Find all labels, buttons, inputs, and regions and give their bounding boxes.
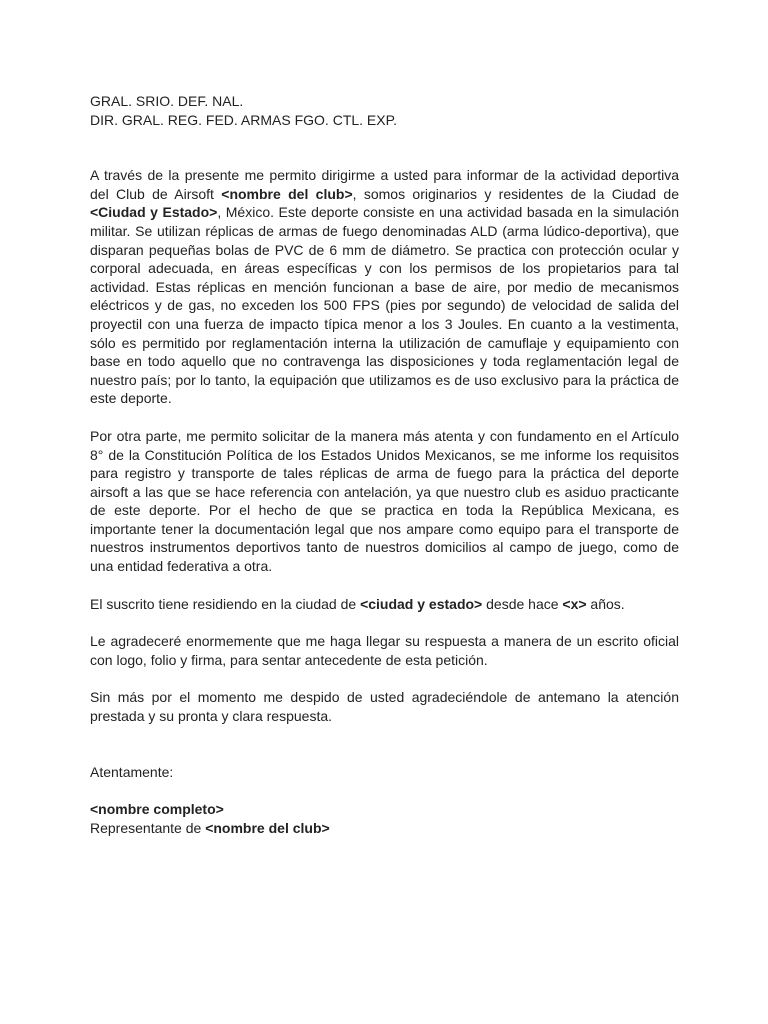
paragraph-request: Por otra parte, me permito solicitar de la manera más atenta y con fundamento en el Artículo 8° de la Constitución Política de los Estados Unidos Mexicanos, se me informe los requisitos para registro y transporte de tales réplicas de arma de fuego para la práctica del deporte airsoft a las que se hace referencia con antelación, ya que nuestro club es asiduo practicante de este deporte. Por el hecho de que se practica en toda la República Mexicana, es importante tener la documentación legal que nos ampare como equipo para el transporte de nuestros instrumentos deportivos tanto de nuestros domicilios al campo de juego, como de una entidad federativa a otra. <box>90 427 679 575</box>
city-state-placeholder: <Ciudad y Estado> <box>90 204 218 221</box>
paragraph-3-text-a: El suscrito tiene residiendo en la ciudad de <box>90 595 361 612</box>
signer-role-prefix: Representante de <box>90 819 206 836</box>
signer-club-placeholder: <nombre del club> <box>205 819 330 836</box>
signer-role <box>90 819 679 838</box>
paragraph-residence <box>90 595 679 614</box>
paragraph-farewell: Sin más por el momento me despido de usted agradeciéndole de antemano la atención prestada y su pronta y clara respuesta. <box>90 689 679 725</box>
paragraph-response-request: Le agradeceré enormemente que me haga llegar su respuesta a manera de un escrito oficial con logo, folio y firma, para sentar antecedente de esta petición. <box>90 633 679 668</box>
paragraph-3-text-b: desde hace <box>482 595 563 612</box>
residence-city-placeholder: <ciudad y estado> <box>360 595 483 612</box>
paragraph-3-text-c: años. <box>586 595 625 612</box>
paragraph-1-text-a: A través de la presente me permito dirigirme a usted para informar de la actividad deportiva del Club de Airsoft <box>90 167 679 202</box>
signature-block <box>90 800 679 837</box>
addressee-block <box>90 92 679 129</box>
signer-name-placeholder: <nombre completo> <box>90 801 224 818</box>
letter-document <box>90 92 679 837</box>
closing-salutation: Atentamente: <box>90 763 174 780</box>
addressee-line-1: GRAL. SRIO. DEF. NAL. <box>90 93 244 109</box>
paragraph-1-text-b: , somos originarios y residentes de la Ciudad de <box>352 185 679 202</box>
paragraph-introduction <box>90 166 679 408</box>
club-name-placeholder: <nombre del club> <box>221 185 353 202</box>
addressee-line-2: DIR. GRAL. REG. FED. ARMAS FGO. CTL. EXP. <box>90 111 398 128</box>
paragraph-1-text-c: , México. Este deporte consiste en una actividad basada en la simulación militar. Se utilizan réplicas de armas de fuego denominadas ALD (arma lúdico-deportiva), que disparan pequeñas bolas de PVC de 6 mm de diámetro. Se practica con protección ocular y corporal adecuada, en áreas específicas y con los permisos de los propietarios para tal actividad. Estas réplicas en mención funcionan a base de aire, por medio de mecanismos eléctricos y de gas, no exceden los 500 FPS (pies por segundo) de velocidad de salida del proyectil con una fuerza de impacto típica menor a los 3 Joules. En cuanto a la vestimenta, sólo es permitido por reglamentación interna la utilización de camuflaje y equipamiento con base en todo aquello que no contravenga las disposiciones y toda reglamentación legal de nuestro país; por lo tanto, la equipación que utilizamos es de uso exclusivo para la práctica de este deporte. <box>90 204 679 407</box>
years-placeholder: <x> <box>562 595 587 612</box>
